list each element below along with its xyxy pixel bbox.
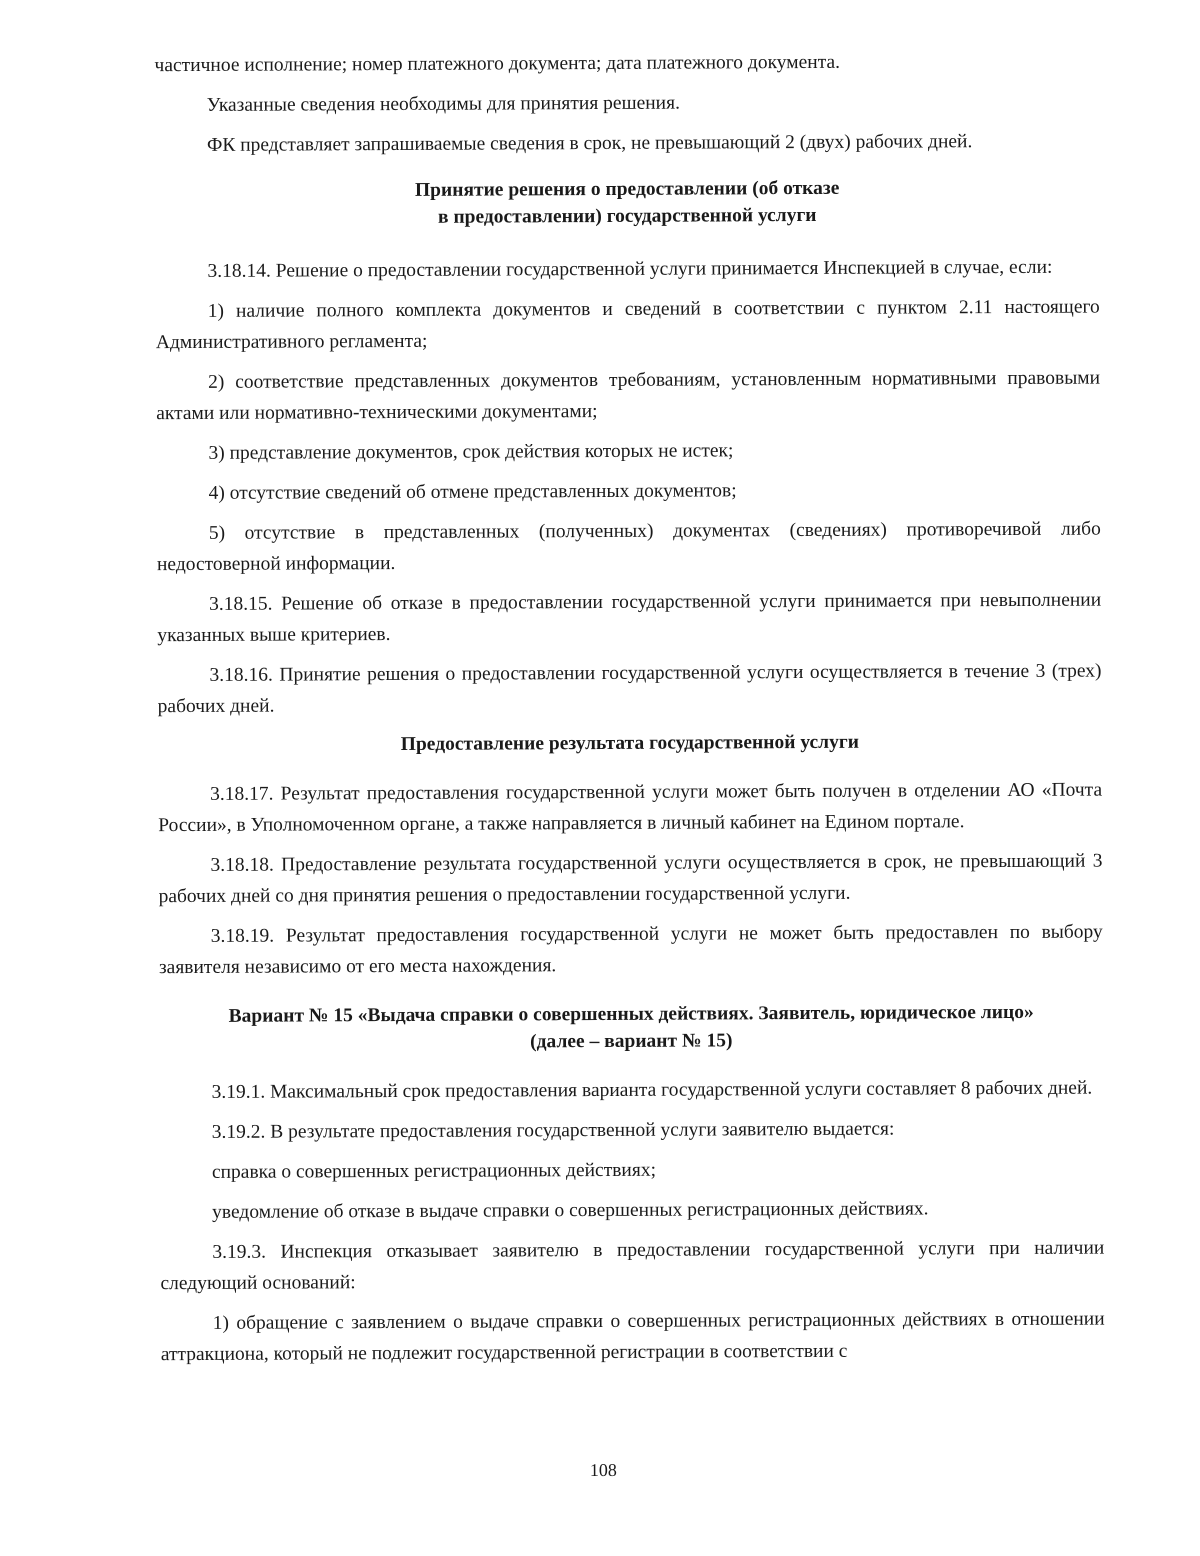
list-item: 4) отсутствие сведений об отмене представленных документов; [208, 480, 737, 504]
section-heading-variant-15 [159, 979, 1103, 1078]
paragraph: 3.18.19. Результат предоставления государственной услуги не может быть предоставлен по выбору заявителя независимо от его места нахождения. [158, 921, 1103, 979]
paragraph: 3.19.2. В результате предоставления государственной услуги заявителю выдается: [211, 1118, 895, 1143]
list-item: 1) обращение с заявлением о выдаче справки о совершенных регистрационных действиях в отношении аттракциона, который не подлежит государственной регистрации в соответствии с [160, 1308, 1105, 1366]
paragraph: 3.19.1. Максимальный срок предоставления варианта государственной услуги составляет 8 рабочих дней. [211, 1077, 1093, 1103]
heading-line: Вариант № 15 «Выдача справки о совершенных действиях. Заявитель, юридическое лицо» [228, 1001, 1034, 1027]
paragraph: 3.18.15. Решение об отказе в предоставлении государственной услуги принимается при невыполнении указанных выше критериев. [157, 589, 1102, 647]
paragraph: 3.18.14. Решение о предоставлении государственной услуги принимается Инспекцией в случае, если: [207, 256, 1053, 282]
heading-line: (далее – вариант № 15) [530, 1030, 733, 1053]
list-item: 2) соответствие представленных документов требованиям, установленным нормативными правовыми актами или нормативно-техническими документами; [156, 367, 1101, 425]
paragraph: 3.18.16. Принятие решения о предоставлении государственной услуги осуществляется в течение 3 (трех) рабочих дней. [157, 660, 1102, 718]
list-item: 5) отсутствие в представленных (полученных) документах (сведениях) противоречивой либо недостоверной информации. [156, 518, 1101, 576]
paragraph: ФК представляет запрашиваемые сведения в срок, не превышающий 2 (двух) рабочих дней. [206, 131, 973, 156]
paragraph-continuation: частичное исполнение; номер платежного документа; дата платежного документа. [154, 51, 841, 77]
list-item: 1) наличие полного комплекта документов и сведений в соответствии с пунктом 2.11 настоящего Административного регламента; [155, 296, 1100, 354]
paragraph: 3.18.17. Результат предоставления государственной услуги может быть получен в отделении АО «Почта России», в Уполномоченном органе, а также направляется в личный кабинет на Едином портале. [158, 779, 1103, 837]
paragraph: 3.18.18. Предоставление результата государственной услуги осуществляется в срок, не превышающий 3 рабочих дней со дня принятия решения о предоставлении государственной услуги. [158, 850, 1103, 908]
section-heading-result [158, 718, 1102, 780]
heading-line: Предоставление результата государственной услуги [400, 731, 859, 755]
paragraph: Указанные сведения необходимы для принятия решения. [206, 92, 680, 116]
document-body [154, 46, 1104, 1371]
list-item: 3) представление документов, срок действия которых не истек; [208, 440, 734, 464]
page-number: 108 [589, 1459, 617, 1481]
section-heading-decision [155, 157, 1099, 257]
list-item: справка о совершенных регистрационных действиях; [211, 1159, 657, 1183]
list-item: уведомление об отказе в выдаче справки о совершенных регистрационных действиях. [212, 1198, 929, 1223]
heading-line: Принятие решения о предоставлении (об отказе [414, 177, 840, 201]
heading-line: в предоставлении) государственной услуги [437, 204, 817, 228]
paragraph: 3.19.3. Инспекция отказывает заявителю в предоставлении государственной услуги при наличии следующий оснований: [160, 1237, 1105, 1295]
